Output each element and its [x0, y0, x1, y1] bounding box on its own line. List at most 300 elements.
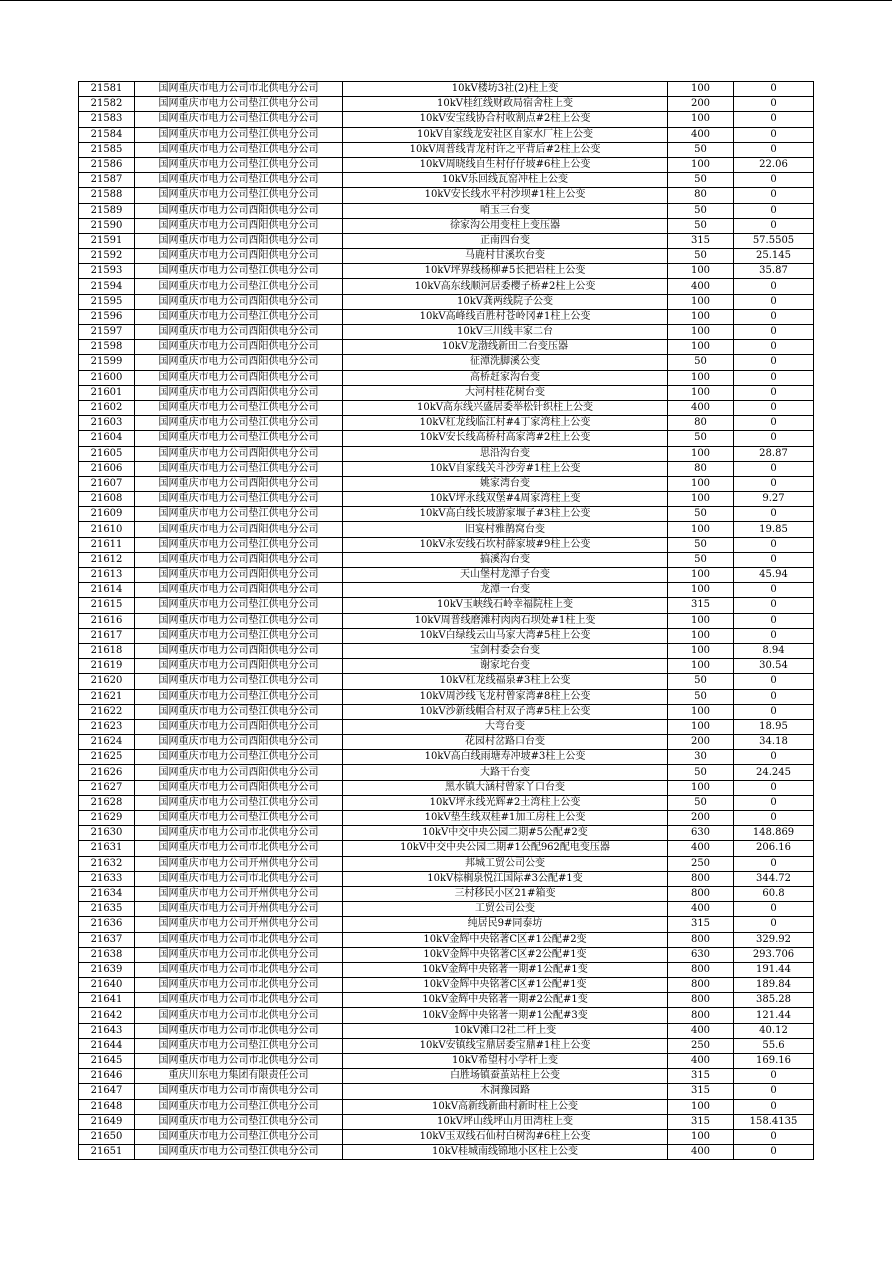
company-cell: 国网重庆市电力公司市北供电分公司: [135, 962, 343, 977]
transformer-name-cell: 10kV中交中央公园二期#1公配962配电变压器: [343, 841, 668, 856]
table-row: [79, 1145, 814, 1160]
transformer-name-cell: 征潭洗脚溪公变: [343, 355, 668, 370]
load-value-cell: 0: [734, 856, 814, 871]
table-row: [79, 917, 814, 932]
company-cell: 国网重庆市电力公司酉阳供电分公司: [135, 643, 343, 658]
transformer-name-cell: 10kV安宝线协合村收割点#2柱上公变: [343, 112, 668, 127]
row-id-cell: 21599: [79, 355, 135, 370]
table-row: [79, 1008, 814, 1023]
capacity-cell: 400: [668, 902, 734, 917]
capacity-cell: 100: [668, 780, 734, 795]
table-row: [79, 1069, 814, 1084]
capacity-cell: 50: [668, 689, 734, 704]
capacity-cell: 315: [668, 1084, 734, 1099]
capacity-cell: 50: [668, 674, 734, 689]
table-row: [79, 279, 814, 294]
capacity-cell: 50: [668, 355, 734, 370]
row-id-cell: 21589: [79, 203, 135, 218]
row-id-cell: 21592: [79, 249, 135, 264]
capacity-cell: 315: [668, 1114, 734, 1129]
table-row: [79, 902, 814, 917]
load-value-cell: 0: [734, 112, 814, 127]
table-row: [79, 826, 814, 841]
capacity-cell: 100: [668, 264, 734, 279]
load-value-cell: 0: [734, 127, 814, 142]
table-row: [79, 431, 814, 446]
table-row: [79, 978, 814, 993]
company-cell: 国网重庆市电力公司酉阳供电分公司: [135, 476, 343, 491]
transformer-name-cell: 10kV白绿线云山马家大湾#5柱上公变: [343, 628, 668, 643]
company-cell: 国网重庆市电力公司垫江供电分公司: [135, 795, 343, 810]
company-cell: 国网重庆市电力公司垫江供电分公司: [135, 613, 343, 628]
transformer-name-cell: 10kV高峰线百胜村苍岭冈#1柱上公变: [343, 309, 668, 324]
transformer-name-cell: 10kV高新线新曲村新时柱上公变: [343, 1099, 668, 1114]
load-value-cell: 0: [734, 279, 814, 294]
table-row: [79, 643, 814, 658]
load-value-cell: 0: [734, 507, 814, 522]
company-cell: 国网重庆市电力公司垫江供电分公司: [135, 309, 343, 324]
table-row: [79, 370, 814, 385]
table-row: [79, 522, 814, 537]
company-cell: 国网重庆市电力公司垫江供电分公司: [135, 142, 343, 157]
row-id-cell: 21640: [79, 978, 135, 993]
transformer-name-cell: 谢家坨台变: [343, 659, 668, 674]
load-value-cell: 34.18: [734, 735, 814, 750]
table-row: [79, 1114, 814, 1129]
row-id-cell: 21594: [79, 279, 135, 294]
company-cell: 国网重庆市电力公司市北供电分公司: [135, 841, 343, 856]
capacity-cell: 100: [668, 522, 734, 537]
table-row: [79, 689, 814, 704]
row-id-cell: 21624: [79, 735, 135, 750]
capacity-cell: 100: [668, 628, 734, 643]
load-value-cell: 0: [734, 203, 814, 218]
transformer-name-cell: 10kV高东线顺河居委樱子桥#2柱上公变: [343, 279, 668, 294]
capacity-cell: 100: [668, 568, 734, 583]
row-id-cell: 21618: [79, 643, 135, 658]
company-cell: 国网重庆市电力公司酉阳供电分公司: [135, 370, 343, 385]
capacity-cell: 400: [668, 1145, 734, 1160]
load-value-cell: 0: [734, 385, 814, 400]
transformer-name-cell: 10kV金辉中央铭著C区#1公配#1变: [343, 978, 668, 993]
capacity-cell: 200: [668, 735, 734, 750]
row-id-cell: 21613: [79, 568, 135, 583]
capacity-cell: 630: [668, 947, 734, 962]
table-row: [79, 1038, 814, 1053]
transformer-name-cell: 10kV桂红线财政局宿舍柱上变: [343, 97, 668, 112]
transformer-name-cell: 10kV棕榈泉悦江国际#3公配#1变: [343, 871, 668, 886]
load-value-cell: 0: [734, 780, 814, 795]
load-value-cell: 55.6: [734, 1038, 814, 1053]
company-cell: 国网重庆市电力公司酉阳供电分公司: [135, 522, 343, 537]
transformer-name-cell: 10kV安镇线宝鼎居委宝鼎#1柱上公变: [343, 1038, 668, 1053]
transformer-name-cell: 10kV滩口2社二杆上变: [343, 1023, 668, 1038]
capacity-cell: 50: [668, 431, 734, 446]
company-cell: 国网重庆市电力公司市北供电分公司: [135, 978, 343, 993]
table-row: [79, 993, 814, 1008]
transformer-name-cell: 10kV楼坊3社(2)柱上变: [343, 82, 668, 97]
table-row: [79, 932, 814, 947]
capacity-cell: 315: [668, 917, 734, 932]
load-value-cell: 191.44: [734, 962, 814, 977]
row-id-cell: 21600: [79, 370, 135, 385]
capacity-cell: 250: [668, 856, 734, 871]
table-row: [79, 598, 814, 613]
company-cell: 国网重庆市电力公司垫江供电分公司: [135, 264, 343, 279]
transformer-name-cell: 10kV高东线兴盛居委举松针织柱上公变: [343, 400, 668, 415]
company-cell: 国网重庆市电力公司垫江供电分公司: [135, 537, 343, 552]
company-cell: 国网重庆市电力公司垫江供电分公司: [135, 1038, 343, 1053]
load-value-cell: 344.72: [734, 871, 814, 886]
capacity-cell: 100: [668, 370, 734, 385]
row-id-cell: 21634: [79, 886, 135, 901]
load-value-cell: 35.87: [734, 264, 814, 279]
transformer-name-cell: 10kV自家线龙安社区自家水厂柱上公变: [343, 127, 668, 142]
row-id-cell: 21617: [79, 628, 135, 643]
company-cell: 国网重庆市电力公司垫江供电分公司: [135, 1114, 343, 1129]
company-cell: 国网重庆市电力公司酉阳供电分公司: [135, 355, 343, 370]
company-cell: 国网重庆市电力公司市北供电分公司: [135, 1008, 343, 1023]
transformer-name-cell: 徐家沟公用变柱上变压器: [343, 218, 668, 233]
load-value-cell: 45.94: [734, 568, 814, 583]
table-row: [79, 400, 814, 415]
row-id-cell: 21605: [79, 446, 135, 461]
capacity-cell: 200: [668, 811, 734, 826]
transformer-name-cell: 10kV杠龙线临江村#4丁家湾柱上公变: [343, 416, 668, 431]
capacity-cell: 50: [668, 765, 734, 780]
table-row: [79, 704, 814, 719]
capacity-cell: 100: [668, 719, 734, 734]
capacity-cell: 800: [668, 978, 734, 993]
transformer-name-cell: 邦城工贸公司公变: [343, 856, 668, 871]
transformer-name-cell: 10kV坪永线光辉#2土湾柱上公变: [343, 795, 668, 810]
transformer-name-cell: 10kV玉峡线石岭幸福院柱上变: [343, 598, 668, 613]
table-row: [79, 446, 814, 461]
capacity-cell: 100: [668, 112, 734, 127]
load-value-cell: 0: [734, 309, 814, 324]
table-row: [79, 127, 814, 142]
load-value-cell: 0: [734, 1084, 814, 1099]
load-value-cell: 0: [734, 1099, 814, 1114]
capacity-cell: 100: [668, 340, 734, 355]
company-cell: 国网重庆市电力公司市北供电分公司: [135, 82, 343, 97]
load-value-cell: 0: [734, 1145, 814, 1160]
load-value-cell: 329.92: [734, 932, 814, 947]
company-cell: 国网重庆市电力公司开州供电分公司: [135, 886, 343, 901]
row-id-cell: 21591: [79, 233, 135, 248]
row-id-cell: 21623: [79, 719, 135, 734]
transformer-name-cell: 10kV周晓线自生村仔仔坡#6柱上公变: [343, 157, 668, 172]
capacity-cell: 315: [668, 598, 734, 613]
load-value-cell: 0: [734, 689, 814, 704]
transformer-name-cell: 10kV金辉中央铭著一期#1公配#3变: [343, 1008, 668, 1023]
row-id-cell: 21636: [79, 917, 135, 932]
table-row: [79, 1054, 814, 1069]
row-id-cell: 21616: [79, 613, 135, 628]
table-row: [79, 1023, 814, 1038]
capacity-cell: 400: [668, 279, 734, 294]
capacity-cell: 100: [668, 446, 734, 461]
load-value-cell: 0: [734, 416, 814, 431]
row-id-cell: 21621: [79, 689, 135, 704]
table-row: [79, 856, 814, 871]
company-cell: 国网重庆市电力公司垫江供电分公司: [135, 492, 343, 507]
row-id-cell: 21615: [79, 598, 135, 613]
row-id-cell: 21581: [79, 82, 135, 97]
transformer-name-cell: 龙潭一台变: [343, 583, 668, 598]
company-cell: 国网重庆市电力公司垫江供电分公司: [135, 704, 343, 719]
capacity-cell: 50: [668, 507, 734, 522]
company-cell: 国网重庆市电力公司酉阳供电分公司: [135, 233, 343, 248]
row-id-cell: 21619: [79, 659, 135, 674]
table-row: [79, 750, 814, 765]
company-cell: 国网重庆市电力公司垫江供电分公司: [135, 628, 343, 643]
row-id-cell: 21595: [79, 294, 135, 309]
load-value-cell: 0: [734, 704, 814, 719]
row-id-cell: 21648: [79, 1099, 135, 1114]
row-id-cell: 21598: [79, 340, 135, 355]
load-value-cell: 0: [734, 750, 814, 765]
load-value-cell: 0: [734, 82, 814, 97]
transformer-name-cell: 10kV金辉中央铭著C区#2公配#1变: [343, 947, 668, 962]
transformer-name-cell: 纯居民9#同泰坊: [343, 917, 668, 932]
row-id-cell: 21596: [79, 309, 135, 324]
capacity-cell: 100: [668, 294, 734, 309]
load-value-cell: 0: [734, 628, 814, 643]
capacity-cell: 250: [668, 1038, 734, 1053]
transformer-name-cell: 10kV坪界线杨柳#5长把岩柱上公变: [343, 264, 668, 279]
company-cell: 国网重庆市电力公司市北供电分公司: [135, 826, 343, 841]
transformer-name-cell: 10kV三川线丰家二台: [343, 325, 668, 340]
capacity-cell: 100: [668, 157, 734, 172]
load-value-cell: 385.28: [734, 993, 814, 1008]
transformer-name-cell: 10kV高白线雨塘寿冲坡#3柱上公变: [343, 750, 668, 765]
company-cell: 国网重庆市电力公司市北供电分公司: [135, 932, 343, 947]
capacity-cell: 100: [668, 659, 734, 674]
capacity-cell: 400: [668, 1054, 734, 1069]
page-top-rule: [0, 0, 892, 1]
load-value-cell: 0: [734, 461, 814, 476]
row-id-cell: 21606: [79, 461, 135, 476]
company-cell: 国网重庆市电力公司酉阳供电分公司: [135, 340, 343, 355]
row-id-cell: 21638: [79, 947, 135, 962]
capacity-cell: 50: [668, 795, 734, 810]
company-cell: 国网重庆市电力公司垫江供电分公司: [135, 461, 343, 476]
load-value-cell: 0: [734, 537, 814, 552]
capacity-cell: 400: [668, 400, 734, 415]
row-id-cell: 21649: [79, 1114, 135, 1129]
transformer-name-cell: 天山堡村龙潭子台变: [343, 568, 668, 583]
load-value-cell: 0: [734, 1129, 814, 1144]
transformer-name-cell: 10kV龙渤线新田二台变压器: [343, 340, 668, 355]
load-value-cell: 0: [734, 188, 814, 203]
table-row: [79, 188, 814, 203]
transformer-name-cell: 10kV高白线长坡游家堰子#3柱上公变: [343, 507, 668, 522]
company-cell: 国网重庆市电力公司酉阳供电分公司: [135, 583, 343, 598]
capacity-cell: 800: [668, 1008, 734, 1023]
row-id-cell: 21643: [79, 1023, 135, 1038]
company-cell: 国网重庆市电力公司垫江供电分公司: [135, 97, 343, 112]
transformer-name-cell: 10kV沙新线帽合村双子湾#5柱上公变: [343, 704, 668, 719]
company-cell: 国网重庆市电力公司市北供电分公司: [135, 1054, 343, 1069]
row-id-cell: 21609: [79, 507, 135, 522]
table-row: [79, 795, 814, 810]
load-value-cell: 0: [734, 1069, 814, 1084]
capacity-cell: 100: [668, 1099, 734, 1114]
load-value-cell: 206.16: [734, 841, 814, 856]
capacity-cell: 800: [668, 871, 734, 886]
row-id-cell: 21587: [79, 173, 135, 188]
table-row: [79, 962, 814, 977]
row-id-cell: 21625: [79, 750, 135, 765]
row-id-cell: 21635: [79, 902, 135, 917]
table-row: [79, 294, 814, 309]
load-value-cell: 24.245: [734, 765, 814, 780]
capacity-cell: 400: [668, 841, 734, 856]
capacity-cell: 630: [668, 826, 734, 841]
transformer-name-cell: 10kV玉双线石仙村白树沟#6柱上公变: [343, 1129, 668, 1144]
load-value-cell: 0: [734, 811, 814, 826]
company-cell: 国网重庆市电力公司酉阳供电分公司: [135, 385, 343, 400]
table-row: [79, 203, 814, 218]
table-row: [79, 659, 814, 674]
transformer-name-cell: 搞溪沟台变: [343, 552, 668, 567]
company-cell: 国网重庆市电力公司垫江供电分公司: [135, 507, 343, 522]
table-row: [79, 674, 814, 689]
capacity-cell: 315: [668, 233, 734, 248]
company-cell: 国网重庆市电力公司垫江供电分公司: [135, 157, 343, 172]
company-cell: 国网重庆市电力公司垫江供电分公司: [135, 188, 343, 203]
load-value-cell: 0: [734, 325, 814, 340]
row-id-cell: 21630: [79, 826, 135, 841]
table-row: [79, 613, 814, 628]
load-value-cell: 0: [734, 294, 814, 309]
row-id-cell: 21620: [79, 674, 135, 689]
company-cell: 国网重庆市电力公司垫江供电分公司: [135, 811, 343, 826]
transformer-name-cell: 10kV坪永线双堡#4周家湾柱上变: [343, 492, 668, 507]
transformer-name-cell: 马鹿村甘溪坎台变: [343, 249, 668, 264]
transformer-name-cell: 花园村岔路口台变: [343, 735, 668, 750]
load-value-cell: 40.12: [734, 1023, 814, 1038]
capacity-cell: 100: [668, 643, 734, 658]
company-cell: 国网重庆市电力公司垫江供电分公司: [135, 750, 343, 765]
load-value-cell: 0: [734, 173, 814, 188]
table-row: [79, 811, 814, 826]
load-value-cell: 8.94: [734, 643, 814, 658]
load-value-cell: 25.145: [734, 249, 814, 264]
table-row: [79, 568, 814, 583]
row-id-cell: 21627: [79, 780, 135, 795]
capacity-cell: 80: [668, 188, 734, 203]
load-value-cell: 0: [734, 218, 814, 233]
company-cell: 国网重庆市电力公司酉阳供电分公司: [135, 294, 343, 309]
company-cell: 国网重庆市电力公司酉阳供电分公司: [135, 780, 343, 795]
transformer-name-cell: 10kV龚两线院子公变: [343, 294, 668, 309]
row-id-cell: 21610: [79, 522, 135, 537]
transformer-name-cell: 思沿沟台变: [343, 446, 668, 461]
transformer-name-cell: 高桥赶家沟台变: [343, 370, 668, 385]
table-row: [79, 385, 814, 400]
company-cell: 国网重庆市电力公司垫江供电分公司: [135, 1145, 343, 1160]
capacity-cell: 100: [668, 476, 734, 491]
table-row: [79, 173, 814, 188]
transformer-name-cell: 工贸公司公变: [343, 902, 668, 917]
capacity-cell: 100: [668, 325, 734, 340]
transformer-name-cell: 白胜场镇蚕茧站柱上公变: [343, 1069, 668, 1084]
company-cell: 国网重庆市电力公司酉阳供电分公司: [135, 203, 343, 218]
transformer-name-cell: 10kV杠龙线福泉#3柱上公变: [343, 674, 668, 689]
load-value-cell: 169.16: [734, 1054, 814, 1069]
transformer-name-cell: 木洞豫园路: [343, 1084, 668, 1099]
capacity-cell: 100: [668, 82, 734, 97]
capacity-cell: 50: [668, 218, 734, 233]
capacity-cell: 100: [668, 613, 734, 628]
load-value-cell: 0: [734, 97, 814, 112]
transformer-name-cell: 10kV永安线石坎村薛家坡#9柱上公变: [343, 537, 668, 552]
row-id-cell: 21593: [79, 264, 135, 279]
row-id-cell: 21641: [79, 993, 135, 1008]
row-id-cell: 21586: [79, 157, 135, 172]
company-cell: 国网重庆市电力公司酉阳供电分公司: [135, 719, 343, 734]
transformer-name-cell: 10kV周普线磨滩村肉肉石坝处#1柱上变: [343, 613, 668, 628]
table-row: [79, 1099, 814, 1114]
company-cell: 国网重庆市电力公司酉阳供电分公司: [135, 659, 343, 674]
capacity-cell: 315: [668, 1069, 734, 1084]
load-value-cell: 0: [734, 613, 814, 628]
company-cell: 国网重庆市电力公司垫江供电分公司: [135, 674, 343, 689]
row-id-cell: 21626: [79, 765, 135, 780]
row-id-cell: 21628: [79, 795, 135, 810]
row-id-cell: 21602: [79, 400, 135, 415]
transformer-name-cell: 10kV金辉中央铭著一期#2公配#1变: [343, 993, 668, 1008]
transformer-name-cell: 10kV乐回线瓦窑冲柱上公变: [343, 173, 668, 188]
row-id-cell: 21608: [79, 492, 135, 507]
capacity-cell: 100: [668, 704, 734, 719]
table-row: [79, 355, 814, 370]
capacity-cell: 100: [668, 1129, 734, 1144]
capacity-cell: 80: [668, 416, 734, 431]
row-id-cell: 21651: [79, 1145, 135, 1160]
load-value-cell: 0: [734, 674, 814, 689]
company-cell: 国网重庆市电力公司开州供电分公司: [135, 902, 343, 917]
load-value-cell: 0: [734, 552, 814, 567]
row-id-cell: 21642: [79, 1008, 135, 1023]
company-cell: 国网重庆市电力公司垫江供电分公司: [135, 127, 343, 142]
row-id-cell: 21604: [79, 431, 135, 446]
table-row: [79, 97, 814, 112]
capacity-cell: 50: [668, 203, 734, 218]
table-row: [79, 886, 814, 901]
company-cell: 国网重庆市电力公司垫江供电分公司: [135, 400, 343, 415]
row-id-cell: 21639: [79, 962, 135, 977]
table-row: [79, 780, 814, 795]
row-id-cell: 21631: [79, 841, 135, 856]
table-row: [79, 841, 814, 856]
load-value-cell: 158.4135: [734, 1114, 814, 1129]
transformer-name-cell: 10kV金辉中央铭著一期#1公配#1变: [343, 962, 668, 977]
table-row: [79, 264, 814, 279]
company-cell: 国网重庆市电力公司垫江供电分公司: [135, 431, 343, 446]
capacity-cell: 200: [668, 97, 734, 112]
row-id-cell: 21611: [79, 537, 135, 552]
table-row: [79, 719, 814, 734]
company-cell: 国网重庆市电力公司市北供电分公司: [135, 871, 343, 886]
load-value-cell: 189.84: [734, 978, 814, 993]
table-row: [79, 507, 814, 522]
row-id-cell: 21603: [79, 416, 135, 431]
transformer-name-cell: 10kV周沙线飞龙村曾家湾#8柱上公变: [343, 689, 668, 704]
load-value-cell: 9.27: [734, 492, 814, 507]
